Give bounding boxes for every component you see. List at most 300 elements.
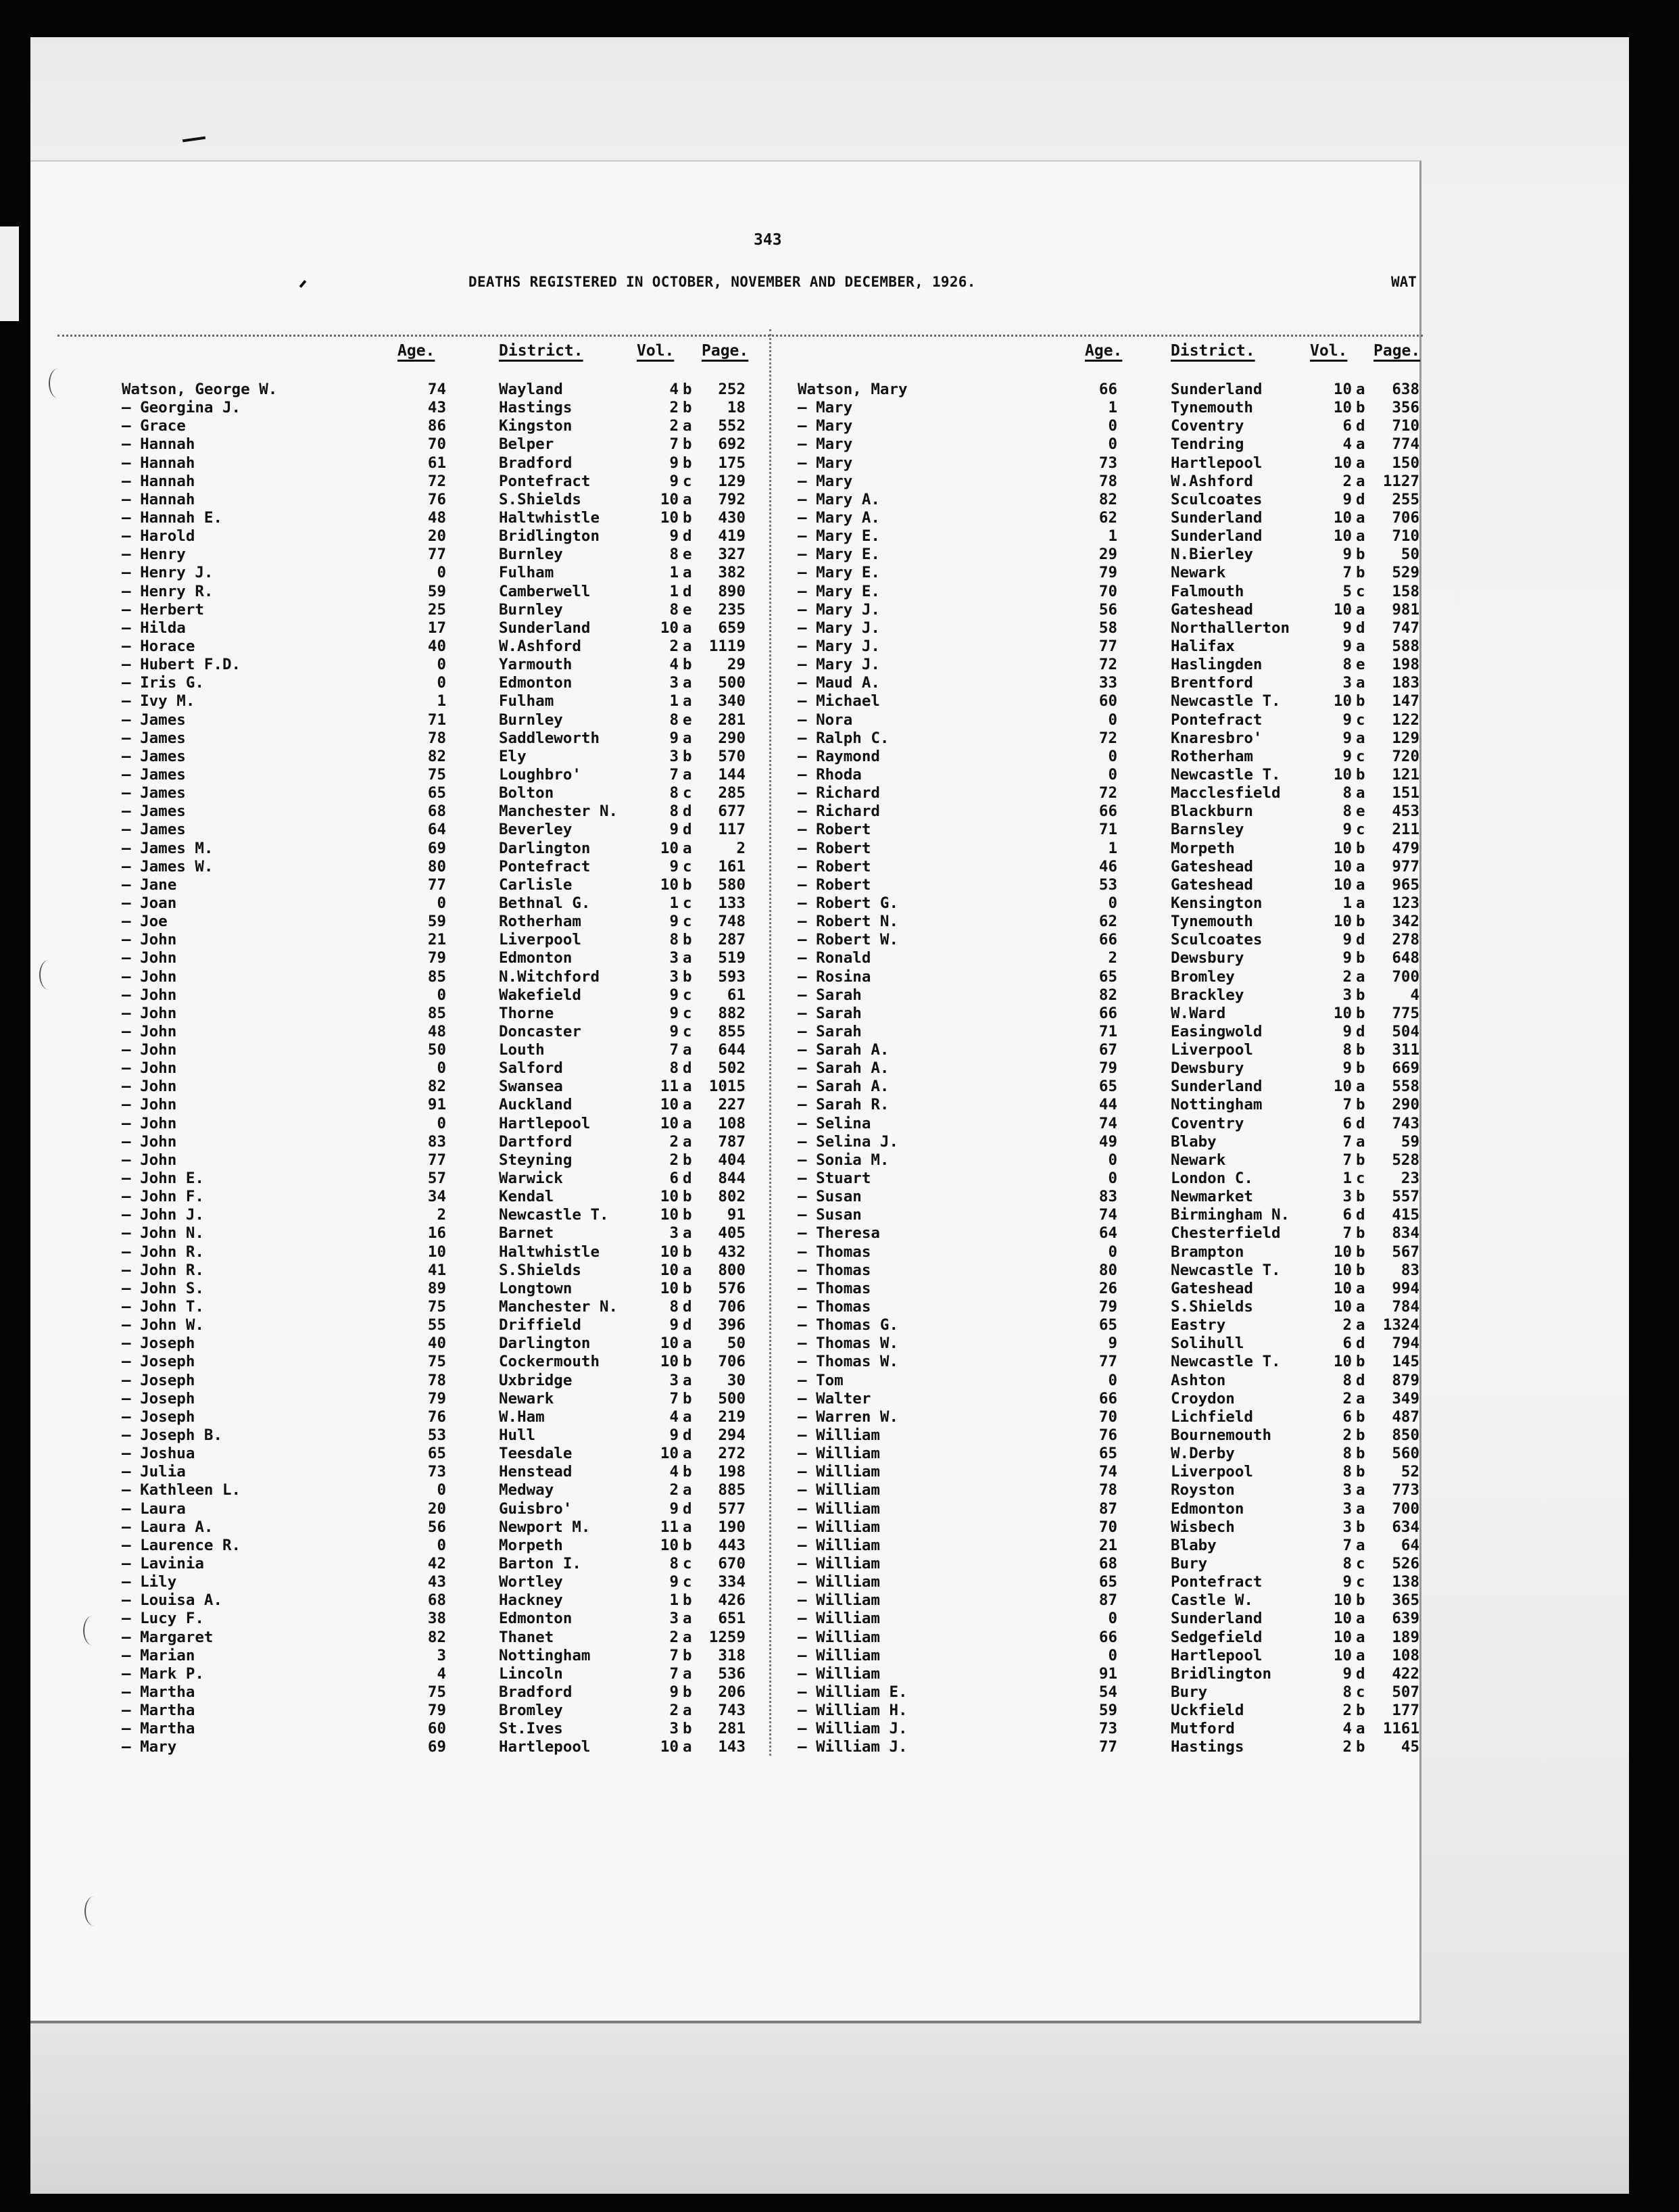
entry-district: Fulham: [499, 692, 554, 711]
entry-volume-letter: b: [683, 1720, 692, 1738]
entry-volume-letter: d: [1356, 1335, 1365, 1353]
entry-age: 9: [1108, 1335, 1117, 1353]
entry-age: 0: [437, 564, 446, 582]
entry-age: 89: [427, 1279, 446, 1297]
entry-page: 426: [718, 1591, 746, 1610]
entry-volume-letter: a: [1356, 454, 1365, 472]
entry-volume: 9: [669, 1573, 679, 1591]
entry-volume-letter: a: [683, 1408, 692, 1426]
entry-age: 43: [427, 1573, 446, 1591]
entry-age: 43: [427, 399, 446, 417]
entry-page: 272: [718, 1445, 746, 1463]
entry-page: 536: [718, 1664, 746, 1683]
entry-volume: 9: [1342, 1664, 1352, 1683]
entry-volume: 7: [669, 1646, 679, 1664]
entry-volume-letter: b: [683, 1206, 692, 1224]
entry-volume: 9: [1342, 1059, 1352, 1078]
entry-name: — John: [122, 949, 177, 967]
entry-volume: 10: [1333, 600, 1352, 619]
entry-name: — Warren W.: [798, 1408, 899, 1426]
entry-volume: 9: [669, 986, 679, 1004]
entry-name: — Maud A.: [798, 674, 880, 692]
entry-page: 784: [1392, 1298, 1419, 1316]
entry-age: 85: [427, 967, 446, 986]
entry-volume-letter: a: [1356, 1720, 1365, 1738]
entry-volume: 2: [669, 1702, 679, 1720]
entry-page: 2: [736, 839, 746, 857]
entry-age: 73: [1098, 454, 1117, 472]
entry-district: Newcastle T.: [1171, 1261, 1281, 1279]
entry-volume: 11: [660, 1078, 679, 1096]
entry-volume-letter: b: [1356, 1408, 1365, 1426]
entry-district: Gateshead: [1171, 600, 1253, 619]
entry-page: 147: [1392, 692, 1419, 711]
entry-volume-letter: d: [1356, 1371, 1365, 1389]
entry-name: — Jane: [122, 875, 177, 894]
entry-volume: 9: [669, 729, 679, 747]
entry-name: — Thomas W.: [798, 1353, 899, 1371]
entry-age: 0: [1108, 1371, 1117, 1389]
entry-age: 0: [437, 1059, 446, 1078]
entry-volume: 3: [1342, 1518, 1352, 1536]
entry-age: 59: [1098, 1702, 1117, 1720]
entry-volume: 9: [669, 1683, 679, 1701]
entry-district: Brentford: [1171, 674, 1253, 692]
entry-age: 29: [1098, 546, 1117, 564]
entry-volume: 3: [669, 1371, 679, 1389]
entry-age: 3: [437, 1646, 446, 1664]
entry-age: 79: [427, 1702, 446, 1720]
entry-volume-letter: a: [683, 949, 692, 967]
entry-volume-letter: c: [1356, 711, 1365, 729]
entry-district: Warwick: [499, 1170, 563, 1188]
entry-district: W.Ashford: [1171, 472, 1253, 490]
entry-volume-letter: a: [683, 1738, 692, 1756]
entry-age: 0: [437, 656, 446, 674]
entry-age: 21: [1098, 1536, 1117, 1554]
entry-volume: 1: [669, 564, 679, 582]
entry-page: 802: [718, 1188, 746, 1206]
entry-volume-letter: a: [1356, 508, 1365, 527]
entry-age: 25: [427, 600, 446, 619]
entry-district: Newcastle T.: [1171, 1353, 1281, 1371]
entry-volume: 4: [669, 1408, 679, 1426]
page-title: DEATHS REGISTERED IN OCTOBER, NOVEMBER AND DECEMBER, 1926.: [468, 274, 976, 290]
entry-page: 567: [1392, 1243, 1419, 1261]
entry-age: 0: [1108, 417, 1117, 435]
entry-volume: 10: [1333, 1279, 1352, 1297]
entry-name: — William J.: [798, 1720, 908, 1738]
entry-page: 117: [718, 821, 746, 839]
entry-name: — Mary: [798, 417, 853, 435]
entry-district: Gateshead: [1171, 875, 1253, 894]
entry-volume-letter: c: [683, 1573, 692, 1591]
header-district: District.: [1171, 342, 1255, 360]
entry-volume-letter: a: [683, 1132, 692, 1151]
entry-district: Pontefract: [499, 472, 591, 490]
entry-volume-letter: b: [1356, 1702, 1365, 1720]
entry-volume: 10: [660, 619, 679, 637]
entry-page: 794: [1392, 1335, 1419, 1353]
entry-volume-letter: b: [1356, 1353, 1365, 1371]
entry-volume: 8: [1342, 1041, 1352, 1059]
entry-name: Watson, George W.: [122, 381, 278, 398]
entry-volume: 3: [669, 1720, 679, 1738]
entry-page: 659: [718, 619, 746, 637]
entry-age: 1: [1108, 527, 1117, 546]
entry-district: Belper: [499, 435, 554, 454]
entry-page: 349: [1392, 1389, 1419, 1408]
entry-volume: 10: [660, 1738, 679, 1756]
entry-volume: 8: [1342, 1445, 1352, 1463]
entry-volume: 9: [669, 1316, 679, 1335]
entry-name: — William E.: [798, 1683, 908, 1701]
entry-district: Wisbech: [1171, 1518, 1235, 1536]
entry-volume: 2: [669, 1132, 679, 1151]
entry-age: 75: [427, 1353, 446, 1371]
entry-age: 1: [1108, 399, 1117, 417]
entry-name: — Sarah A.: [798, 1041, 890, 1059]
entry-name: — Mary E.: [798, 564, 880, 582]
header-vol: Vol.: [1310, 342, 1348, 360]
entry-page: 294: [718, 1426, 746, 1445]
entry-volume: 10: [1333, 1610, 1352, 1628]
entry-name: — Selina J.: [798, 1132, 899, 1151]
entry-volume: 2: [1342, 472, 1352, 490]
entry-volume: 9: [1342, 931, 1352, 949]
entry-page: 129: [1392, 729, 1419, 747]
entry-district: Falmouth: [1171, 582, 1244, 600]
entry-volume: 10: [1333, 1261, 1352, 1279]
entry-name: — Michael: [798, 692, 880, 711]
entry-name: — Thomas G.: [798, 1316, 899, 1335]
entry-page: 994: [1392, 1279, 1419, 1297]
entry-district: Hartlepool: [499, 1114, 591, 1132]
entry-age: 74: [1098, 1206, 1117, 1224]
entry-name: — Laura: [122, 1499, 186, 1518]
entry-age: 42: [427, 1555, 446, 1572]
entry-page: 526: [1392, 1555, 1419, 1572]
entry-volume: 2: [1342, 1389, 1352, 1408]
entry-page: 648: [1392, 949, 1419, 967]
entry-district: Rotherham: [499, 913, 581, 931]
entry-name: — John W.: [122, 1316, 204, 1335]
entry-age: 77: [427, 1151, 446, 1169]
entry-age: 82: [427, 1078, 446, 1096]
entry-name: — Richard: [798, 784, 880, 802]
entry-name: — Joan: [122, 894, 177, 912]
entry-name: — Richard: [798, 802, 880, 821]
entry-page: 144: [718, 765, 746, 784]
entry-age: 59: [427, 913, 446, 931]
entry-name: — Martha: [122, 1720, 195, 1738]
entry-volume: 9: [1342, 546, 1352, 564]
entry-district: Bury: [1171, 1683, 1208, 1701]
entry-volume-letter: c: [1356, 1555, 1365, 1572]
entry-district: Loughbro': [499, 765, 581, 784]
entry-name: — William: [798, 1591, 880, 1610]
entry-page: 576: [718, 1279, 746, 1297]
entry-name: — Hubert F.D.: [122, 656, 241, 674]
entry-page: 747: [1392, 619, 1419, 637]
entry-volume: 9: [1342, 821, 1352, 839]
entry-age: 50: [427, 1041, 446, 1059]
entry-volume: 4: [669, 381, 679, 398]
entry-volume: 9: [1342, 490, 1352, 508]
entry-age: 64: [427, 821, 446, 839]
entry-volume-letter: a: [683, 1664, 692, 1683]
entry-district: Manchester N.: [499, 1298, 618, 1316]
entry-page: 419: [718, 527, 746, 546]
entry-page: 885: [718, 1481, 746, 1499]
entry-page: 577: [718, 1499, 746, 1518]
entry-volume-letter: b: [683, 454, 692, 472]
entry-name: — Margaret: [122, 1628, 214, 1646]
entry-district: Sculcoates: [1171, 931, 1263, 949]
entry-volume-letter: b: [683, 747, 692, 765]
entry-name: Watson, Mary: [798, 381, 908, 398]
entry-volume-letter: e: [1356, 656, 1365, 674]
entry-district: Bury: [1171, 1555, 1208, 1572]
entry-district: Hastings: [1171, 1738, 1244, 1756]
entry-volume-letter: a: [683, 417, 692, 435]
entry-volume-letter: a: [1356, 600, 1365, 619]
entry-volume-letter: b: [683, 656, 692, 674]
entry-volume-letter: a: [683, 729, 692, 747]
entry-volume-letter: b: [1356, 1261, 1365, 1279]
entry-district: Bradford: [499, 1683, 573, 1701]
entry-volume: 10: [1333, 1243, 1352, 1261]
entry-name: — Joshua: [122, 1445, 195, 1463]
entry-district: Hull: [499, 1426, 536, 1445]
entry-volume-letter: d: [1356, 1664, 1365, 1683]
entry-page: 882: [718, 1004, 746, 1022]
entry-name: — Henry R.: [122, 582, 214, 600]
entry-volume: 7: [669, 435, 679, 454]
entry-page: 580: [718, 875, 746, 894]
entry-volume-letter: a: [683, 1371, 692, 1389]
entry-volume-letter: a: [1356, 967, 1365, 986]
entry-district: Sunderland: [1171, 381, 1263, 398]
entry-name: — William: [798, 1536, 880, 1554]
entry-volume: 9: [1342, 949, 1352, 967]
entry-name: — William: [798, 1664, 880, 1683]
entry-page: 1119: [708, 637, 746, 655]
entry-volume-letter: d: [683, 1059, 692, 1078]
entry-district: Sunderland: [499, 619, 591, 637]
entry-page: 479: [1392, 839, 1419, 857]
entry-name: — Grace: [122, 417, 186, 435]
entry-name: — Mary: [122, 1738, 177, 1756]
entry-name: — Ralph C.: [798, 729, 890, 747]
entry-volume-letter: a: [683, 1078, 692, 1096]
entry-district: Guisbro': [499, 1499, 573, 1518]
binding-hole: [49, 368, 68, 398]
header-age: Age.: [397, 342, 435, 360]
entry-page: 965: [1392, 875, 1419, 894]
entry-page: 150: [1392, 454, 1419, 472]
entry-volume: 8: [669, 1059, 679, 1078]
header-page: Page.: [1373, 342, 1421, 360]
entry-volume-letter: a: [683, 1114, 692, 1132]
entry-page: 219: [718, 1408, 746, 1426]
entry-age: 0: [1108, 894, 1117, 912]
entry-page: 287: [718, 931, 746, 949]
entry-district: St.Ives: [499, 1720, 563, 1738]
entry-volume-letter: a: [1356, 1610, 1365, 1628]
entry-district: Hartlepool: [1171, 454, 1263, 472]
entry-volume-letter: c: [1356, 1170, 1365, 1188]
entry-volume-letter: b: [683, 931, 692, 949]
entry-volume: 7: [1342, 564, 1352, 582]
entry-volume-letter: a: [1356, 1132, 1365, 1151]
entry-district: Royston: [1171, 1481, 1235, 1499]
binding-hole: [83, 1616, 102, 1645]
entry-age: 71: [1098, 1022, 1117, 1040]
entry-age: 75: [427, 765, 446, 784]
entry-volume-letter: a: [1356, 1481, 1365, 1499]
entry-volume-letter: d: [683, 1426, 692, 1445]
entry-district: Saddleworth: [499, 729, 600, 747]
entry-volume-letter: b: [683, 875, 692, 894]
entry-age: 38: [427, 1610, 446, 1628]
entry-age: 79: [1098, 564, 1117, 582]
entry-page: 59: [1401, 1132, 1419, 1151]
entry-age: 62: [1098, 913, 1117, 931]
entry-volume: 10: [1333, 692, 1352, 711]
entry-district: Blaby: [1171, 1132, 1217, 1151]
entry-volume: 2: [669, 417, 679, 435]
entry-age: 60: [427, 1720, 446, 1738]
entry-age: 79: [1098, 1298, 1117, 1316]
entry-volume-letter: a: [683, 839, 692, 857]
entry-volume-letter: b: [683, 1646, 692, 1664]
entry-age: 0: [1108, 1243, 1117, 1261]
entry-volume: 7: [1342, 1536, 1352, 1554]
entry-district: Dewsbury: [1171, 1059, 1244, 1078]
entry-name: — Raymond: [798, 747, 880, 765]
entry-name: — Thomas: [798, 1298, 871, 1316]
entry-name: — James: [122, 711, 186, 729]
entry-volume: 10: [660, 1261, 679, 1279]
entry-district: Blackburn: [1171, 802, 1253, 821]
entry-name: — Harold: [122, 527, 195, 546]
entry-page: 404: [718, 1151, 746, 1169]
entry-age: 26: [1098, 1279, 1117, 1297]
entry-page: 519: [718, 949, 746, 967]
entry-district: Wakefield: [499, 986, 581, 1004]
entry-volume: 8: [1342, 784, 1352, 802]
entry-volume-letter: a: [1356, 435, 1365, 454]
entry-volume: 10: [1333, 508, 1352, 527]
entry-volume-letter: b: [683, 1463, 692, 1481]
entry-name: — Joseph: [122, 1371, 195, 1389]
entry-volume: 7: [1342, 1132, 1352, 1151]
entry-name: — Joseph: [122, 1335, 195, 1353]
entry-volume: 10: [1333, 765, 1352, 784]
entry-page: 634: [1392, 1518, 1419, 1536]
entry-name: — Nora: [798, 711, 853, 729]
entry-volume: 8: [669, 1555, 679, 1572]
entry-volume: 10: [1333, 527, 1352, 546]
entry-age: 65: [427, 1445, 446, 1463]
entry-district: Kingston: [499, 417, 573, 435]
entry-page: 710: [1392, 417, 1419, 435]
entry-volume: 9: [1342, 711, 1352, 729]
entry-page: 890: [718, 582, 746, 600]
entry-name: — Thomas W.: [798, 1335, 899, 1353]
entry-age: 69: [427, 1738, 446, 1756]
entry-name: — Lavinia: [122, 1555, 204, 1572]
entry-page: 121: [1392, 765, 1419, 784]
entry-volume-letter: a: [683, 1518, 692, 1536]
entry-age: 74: [1098, 1463, 1117, 1481]
entry-page: 500: [718, 674, 746, 692]
entry-name: — James: [122, 821, 186, 839]
entry-age: 73: [427, 1463, 446, 1481]
entry-district: S.Shields: [499, 1261, 581, 1279]
entry-district: Wayland: [499, 381, 563, 398]
entry-district: Ashton: [1171, 1371, 1226, 1389]
entry-volume: 1: [1342, 894, 1352, 912]
entry-volume-letter: b: [1356, 1463, 1365, 1481]
entry-volume: 9: [669, 857, 679, 875]
entry-district: Burnley: [499, 546, 563, 564]
entry-name: — Marian: [122, 1646, 195, 1664]
entry-volume-letter: b: [1356, 986, 1365, 1004]
entry-age: 1: [1108, 839, 1117, 857]
entry-page: 1161: [1382, 1720, 1419, 1738]
entry-volume-letter: b: [683, 1151, 692, 1169]
entry-age: 58: [1098, 619, 1117, 637]
entry-volume: 10: [1333, 857, 1352, 875]
entry-volume: 8: [669, 1298, 679, 1316]
entry-name: — William: [798, 1499, 880, 1518]
entry-district: Manchester N.: [499, 802, 618, 821]
entry-volume: 8: [1342, 1463, 1352, 1481]
entry-age: 57: [427, 1170, 446, 1188]
entry-name: — Joe: [122, 913, 168, 931]
entry-district: N.Witchford: [499, 967, 600, 986]
entry-volume: 7: [1342, 1224, 1352, 1243]
entry-district: Liverpool: [499, 931, 581, 949]
entry-page: 850: [1392, 1426, 1419, 1445]
entry-name: — Hilda: [122, 619, 186, 637]
entry-volume-letter: d: [1356, 1114, 1365, 1132]
entry-district: Newcastle T.: [1171, 692, 1281, 711]
entry-district: Steyning: [499, 1151, 573, 1169]
entry-volume-letter: b: [1356, 1518, 1365, 1536]
entry-district: Bridlington: [499, 527, 600, 546]
entry-volume: 3: [669, 949, 679, 967]
entry-volume: 8: [1342, 1371, 1352, 1389]
entry-page: 122: [1392, 711, 1419, 729]
page-number: 343: [754, 231, 782, 249]
entry-page: 50: [727, 1335, 746, 1353]
entry-name: — Sarah A.: [798, 1059, 890, 1078]
entry-volume-letter: d: [1356, 1022, 1365, 1040]
entry-volume-letter: b: [683, 1279, 692, 1297]
entry-volume-letter: d: [1356, 931, 1365, 949]
entry-name: — Joseph: [122, 1408, 195, 1426]
entry-age: 77: [1098, 1738, 1117, 1756]
entry-volume: 3: [1342, 1499, 1352, 1518]
entry-page: 593: [718, 967, 746, 986]
entry-district: Kendal: [499, 1188, 554, 1206]
entry-age: 64: [1098, 1224, 1117, 1243]
entry-age: 72: [1098, 656, 1117, 674]
entry-volume: 2: [1342, 967, 1352, 986]
